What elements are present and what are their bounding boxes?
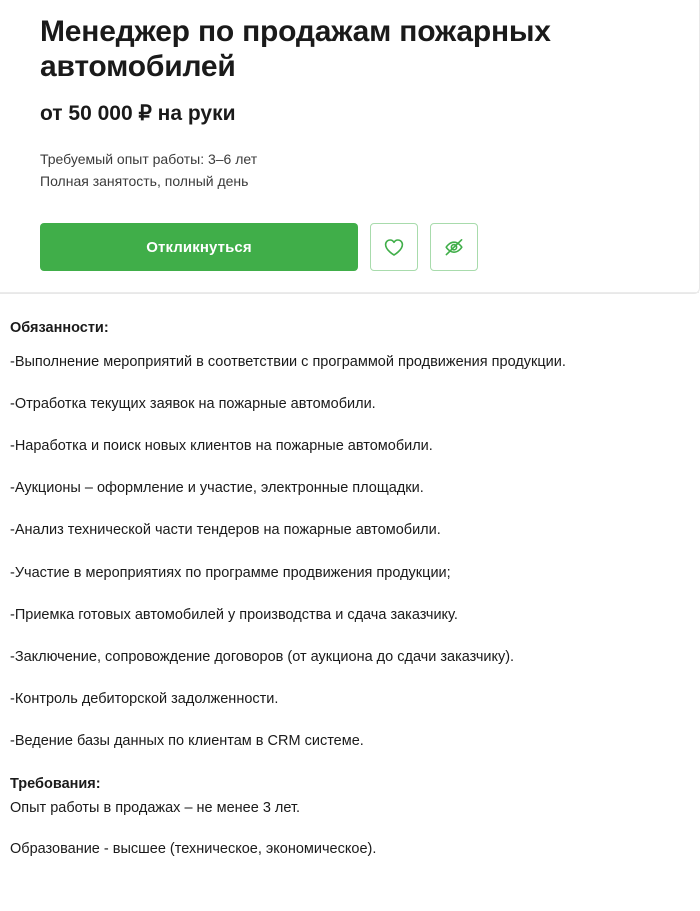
apply-button[interactable]: Откликнуться: [40, 223, 358, 271]
responsibility-item: -Участие в мероприятиях по программе продвижения продукции;: [10, 564, 451, 581]
vacancy-description: [0, 294, 700, 911]
requirement-item: Опыт работы в продажах – не менее 3 лет.: [10, 799, 301, 816]
responsibility-item: -Ведение базы данных по клиентам в CRM системе.: [10, 732, 364, 749]
hide-vacancy-button[interactable]: [430, 223, 478, 271]
responsibility-item: -Контроль дебиторской задолженности.: [10, 690, 279, 707]
vacancy-header-card: [0, 0, 700, 294]
requirement-item: Образование - высшее (техническое, экономическое).: [10, 840, 377, 857]
responsibility-item: -Приемка готовых автомобилей у производства и сдача заказчику.: [10, 606, 458, 623]
responsibility-item: -Анализ технической части тендеров на пожарные автомобили.: [10, 522, 441, 539]
responsibility-item: -Наработка и поиск новых клиентов на пожарные автомобили.: [10, 438, 433, 455]
experience-requirement: Требуемый опыт работы: 3–6 лет: [40, 150, 258, 167]
responsibility-item: -Заключение, сопровождение договоров (от аукциона до сдачи заказчику).: [10, 648, 515, 665]
heart-icon: [384, 238, 404, 257]
requirements-heading: Требования:: [10, 775, 101, 792]
vacancy-actions: [40, 223, 677, 271]
eye-off-icon: [443, 237, 465, 257]
salary-value: от 50 000 ₽ на руки: [40, 101, 236, 125]
responsibility-item: -Выполнение мероприятий в соответствии с программой продвижения продукции.: [10, 354, 566, 371]
employment-type: Полная занятость, полный день: [40, 173, 249, 190]
responsibility-item: -Аукционы – оформление и участие, электронные площадки.: [10, 480, 424, 497]
responsibilities-heading: Обязанности:: [10, 320, 109, 337]
page-title: Менеджер по продажам пожарных автомобилей: [40, 15, 551, 84]
favorite-button[interactable]: [370, 223, 418, 271]
responsibility-item: -Отработка текущих заявок на пожарные автомобили.: [10, 396, 376, 413]
